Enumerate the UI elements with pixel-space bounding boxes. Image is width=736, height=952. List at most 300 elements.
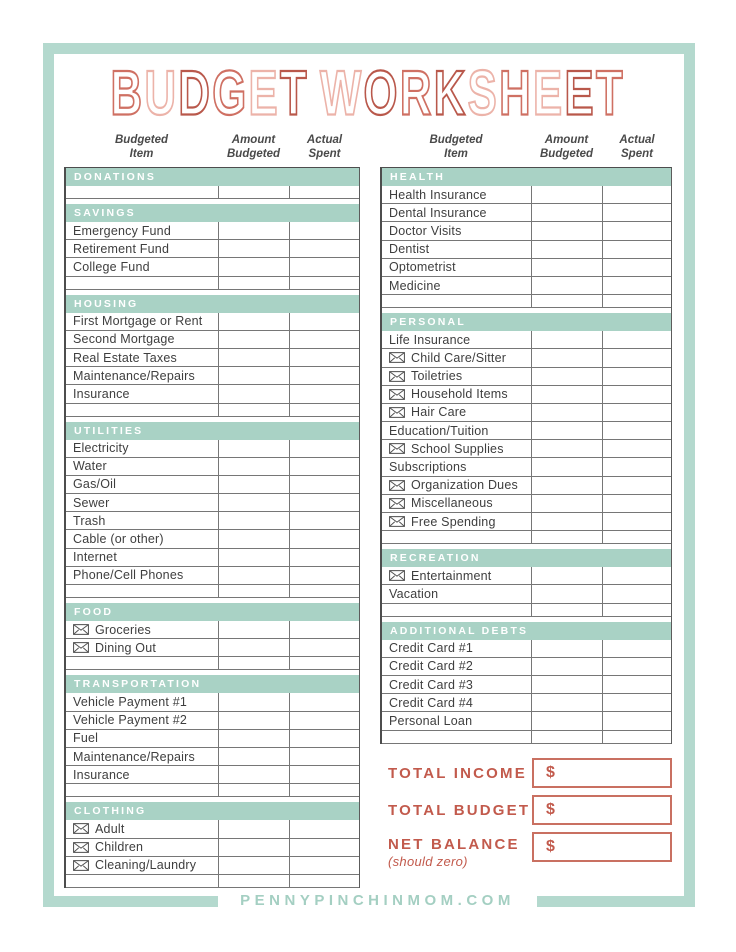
- amount-budgeted-cell[interactable]: [531, 386, 602, 403]
- table-row: [382, 458, 671, 476]
- actual-spent-cell[interactable]: [289, 712, 359, 729]
- row-label-text: Maintenance/Repairs: [73, 749, 195, 764]
- envelope-icon: [389, 480, 405, 491]
- actual-spent-cell[interactable]: [289, 331, 359, 348]
- table-row: [382, 295, 671, 308]
- amount-budgeted-cell[interactable]: [531, 477, 602, 494]
- row-label-text: Internet: [73, 550, 117, 565]
- actual-spent-cell[interactable]: [289, 820, 359, 837]
- envelope-icon: [389, 407, 405, 418]
- row-label-text: Real Estate Taxes: [73, 350, 177, 365]
- amount-budgeted-cell[interactable]: [531, 513, 602, 530]
- row-label: [66, 240, 218, 257]
- table-row: [66, 839, 359, 857]
- actual-spent-cell[interactable]: [602, 295, 671, 307]
- title-letter: D: [178, 57, 213, 129]
- table-row: [382, 404, 671, 422]
- title-letter: E: [564, 57, 597, 129]
- row-label: [66, 730, 218, 747]
- actual-spent-cell[interactable]: [289, 530, 359, 547]
- amount-budgeted-cell[interactable]: [531, 694, 602, 711]
- title-letter: R: [400, 57, 434, 129]
- amount-budgeted-cell[interactable]: [531, 731, 602, 743]
- amount-budgeted-cell[interactable]: [531, 604, 602, 616]
- row-label: [66, 440, 218, 457]
- amount-budgeted-cell[interactable]: [531, 277, 602, 294]
- actual-spent-cell[interactable]: [602, 731, 671, 743]
- actual-spent-cell[interactable]: [289, 730, 359, 747]
- row-label: [66, 639, 218, 656]
- row-label: [66, 784, 218, 796]
- amount-budgeted-cell[interactable]: [218, 639, 289, 656]
- amount-budgeted-cell[interactable]: [218, 530, 289, 547]
- net-balance-text: NET BALANCE: [388, 836, 520, 853]
- row-label: [382, 495, 531, 512]
- amount-budgeted-cell[interactable]: [531, 422, 602, 439]
- table-row: [382, 694, 671, 712]
- actual-spent-cell[interactable]: [602, 368, 671, 385]
- page-border-bottom-left: [43, 896, 218, 907]
- row-label-text: Water: [73, 459, 107, 474]
- amount-budgeted-cell[interactable]: [531, 495, 602, 512]
- amount-budgeted-cell[interactable]: [531, 259, 602, 276]
- actual-spent-cell[interactable]: [602, 277, 671, 294]
- actual-spent-cell[interactable]: [289, 494, 359, 511]
- row-label-text: Fuel: [73, 731, 99, 746]
- amount-budgeted-cell[interactable]: [218, 476, 289, 493]
- table-row: [66, 766, 359, 784]
- amount-budgeted-cell[interactable]: [218, 875, 289, 887]
- amount-budgeted-cell[interactable]: [531, 368, 602, 385]
- envelope-icon: [73, 842, 89, 853]
- table-row: [66, 784, 359, 797]
- amount-budgeted-cell[interactable]: [218, 186, 289, 198]
- table-row: [382, 349, 671, 367]
- envelope-icon: [389, 443, 405, 454]
- amount-budgeted-cell[interactable]: [218, 440, 289, 457]
- envelope-icon: [389, 516, 405, 527]
- actual-spent-cell[interactable]: [289, 186, 359, 198]
- actual-spent-cell[interactable]: [602, 513, 671, 530]
- amount-budgeted-cell[interactable]: [218, 585, 289, 597]
- net-balance-row: [388, 832, 672, 872]
- actual-spent-cell[interactable]: [289, 222, 359, 239]
- envelope-icon: [389, 352, 405, 363]
- title-letter: W: [320, 57, 364, 129]
- row-label: [382, 422, 531, 439]
- header-line: Item: [444, 147, 468, 160]
- row-label: [382, 531, 531, 543]
- row-label-text: First Mortgage or Rent: [73, 314, 203, 329]
- row-label-text: Credit Card #4: [389, 695, 474, 710]
- title-letter: G: [212, 57, 249, 129]
- row-label-text: Personal Loan: [389, 713, 473, 728]
- header-actual-spent-left: [289, 134, 360, 164]
- actual-spent-cell[interactable]: [602, 694, 671, 711]
- row-label: [66, 476, 218, 493]
- header-amount-budgeted-left: [218, 134, 289, 164]
- row-label-text: Hair Care: [411, 405, 467, 420]
- actual-spent-cell[interactable]: [289, 657, 359, 669]
- amount-budgeted-cell[interactable]: [218, 349, 289, 366]
- title-letter: T: [280, 57, 310, 129]
- table-row: [66, 476, 359, 494]
- actual-spent-cell[interactable]: [289, 839, 359, 856]
- table-row: [66, 404, 359, 417]
- actual-spent-cell[interactable]: [289, 549, 359, 566]
- amount-budgeted-cell[interactable]: [531, 186, 602, 203]
- actual-spent-cell[interactable]: [289, 240, 359, 257]
- table-row: [382, 186, 671, 204]
- section-header-personal: PERSONAL: [382, 313, 671, 331]
- amount-budgeted-cell[interactable]: [218, 494, 289, 511]
- title-letter: E: [533, 57, 565, 129]
- amount-budgeted-cell[interactable]: [531, 676, 602, 693]
- actual-spent-cell[interactable]: [602, 477, 671, 494]
- actual-spent-cell[interactable]: [602, 386, 671, 403]
- row-label-text: Miscellaneous: [411, 496, 493, 511]
- actual-spent-cell[interactable]: [289, 349, 359, 366]
- total-income-row: [388, 758, 672, 788]
- table-row: [382, 241, 671, 259]
- actual-spent-cell[interactable]: [289, 585, 359, 597]
- amount-budgeted-cell[interactable]: [218, 277, 289, 289]
- actual-spent-cell[interactable]: [602, 676, 671, 693]
- row-label: [66, 748, 218, 765]
- table-row: [382, 658, 671, 676]
- amount-budgeted-cell[interactable]: [218, 240, 289, 257]
- total-budget-row: [388, 795, 672, 825]
- total-income-box[interactable]: [532, 758, 672, 788]
- table-row: [382, 277, 671, 295]
- amount-budgeted-cell[interactable]: [531, 241, 602, 258]
- row-label: [66, 186, 218, 198]
- dollar-sign: $: [546, 764, 555, 781]
- header-budgeted-item-right: [381, 134, 531, 164]
- header-line: Budgeted: [539, 147, 594, 160]
- actual-spent-cell[interactable]: [289, 766, 359, 783]
- actual-spent-cell[interactable]: [602, 567, 671, 584]
- row-label-text: Vacation: [389, 586, 439, 601]
- actual-spent-cell[interactable]: [289, 385, 359, 402]
- amount-budgeted-cell[interactable]: [218, 621, 289, 638]
- row-label: [66, 657, 218, 669]
- amount-budgeted-cell[interactable]: [218, 331, 289, 348]
- header-line: Spent: [621, 147, 653, 160]
- table-row: [382, 712, 671, 730]
- envelope-icon: [73, 860, 89, 871]
- envelope-icon: [389, 570, 405, 581]
- amount-budgeted-cell[interactable]: [218, 839, 289, 856]
- actual-spent-cell[interactable]: [602, 259, 671, 276]
- amount-budgeted-cell[interactable]: [531, 531, 602, 543]
- header-line: Amount: [544, 134, 589, 146]
- row-label: [382, 386, 531, 403]
- actual-spent-cell[interactable]: [602, 422, 671, 439]
- amount-budgeted-cell[interactable]: [218, 222, 289, 239]
- row-label: [66, 277, 218, 289]
- amount-budgeted-cell[interactable]: [218, 820, 289, 837]
- amount-budgeted-cell[interactable]: [218, 385, 289, 402]
- table-row: [382, 477, 671, 495]
- amount-budgeted-cell[interactable]: [218, 712, 289, 729]
- actual-spent-cell[interactable]: [602, 531, 671, 543]
- table-row: [66, 875, 359, 888]
- actual-spent-cell[interactable]: [289, 404, 359, 416]
- row-label-text: Electricity: [73, 441, 129, 456]
- table-row: [382, 386, 671, 404]
- row-label-text: Health Insurance: [389, 187, 487, 202]
- row-label: [66, 621, 218, 638]
- actual-spent-cell[interactable]: [289, 693, 359, 710]
- row-label-text: Gas/Oil: [73, 477, 117, 492]
- table-row: [66, 512, 359, 530]
- row-label-text: College Fund: [73, 259, 150, 274]
- actual-spent-cell[interactable]: [602, 349, 671, 366]
- amount-budgeted-cell[interactable]: [531, 658, 602, 675]
- table-row: [66, 240, 359, 258]
- amount-budgeted-cell[interactable]: [531, 295, 602, 307]
- amount-budgeted-cell[interactable]: [218, 730, 289, 747]
- row-label: [66, 458, 218, 475]
- header-line: Spent: [308, 147, 341, 160]
- section-header-savings: SAVINGS: [66, 204, 359, 222]
- net-balance-label: [388, 832, 520, 876]
- amount-budgeted-cell[interactable]: [218, 258, 289, 275]
- amount-budgeted-cell[interactable]: [531, 331, 602, 348]
- row-label-text: Household Items: [411, 387, 508, 402]
- actual-spent-cell[interactable]: [289, 277, 359, 289]
- row-label-text: Second Mortgage: [73, 332, 175, 347]
- row-label: [382, 222, 531, 239]
- amount-budgeted-cell[interactable]: [218, 693, 289, 710]
- row-label: [382, 658, 531, 675]
- row-label-text: Credit Card #3: [389, 677, 474, 692]
- row-label: [66, 313, 218, 330]
- page-title: [0, 57, 736, 129]
- amount-budgeted-cell[interactable]: [531, 440, 602, 457]
- actual-spent-cell[interactable]: [289, 621, 359, 638]
- row-label: [382, 404, 531, 421]
- amount-budgeted-cell[interactable]: [531, 458, 602, 475]
- table-row: [382, 440, 671, 458]
- budget-table-left: [64, 167, 360, 888]
- row-label: [66, 567, 218, 584]
- row-label-text: Insurance: [73, 386, 130, 401]
- title-letter: B: [110, 57, 145, 129]
- table-row: [66, 549, 359, 567]
- row-label: [382, 368, 531, 385]
- amount-budgeted-cell[interactable]: [531, 640, 602, 657]
- row-label-text: Education/Tuition: [389, 423, 489, 438]
- actual-spent-cell[interactable]: [602, 712, 671, 729]
- actual-spent-cell[interactable]: [602, 241, 671, 258]
- actual-spent-cell[interactable]: [602, 495, 671, 512]
- row-label: [382, 331, 531, 348]
- table-row: [66, 621, 359, 639]
- actual-spent-cell[interactable]: [602, 658, 671, 675]
- table-row: [66, 585, 359, 598]
- amount-budgeted-cell[interactable]: [218, 549, 289, 566]
- row-label-text: Child Care/Sitter: [411, 350, 507, 365]
- actual-spent-cell[interactable]: [289, 440, 359, 457]
- row-label: [66, 857, 218, 874]
- amount-budgeted-cell[interactable]: [218, 857, 289, 874]
- actual-spent-cell[interactable]: [289, 748, 359, 765]
- amount-budgeted-cell[interactable]: [218, 784, 289, 796]
- actual-spent-cell[interactable]: [289, 512, 359, 529]
- actual-spent-cell[interactable]: [289, 313, 359, 330]
- actual-spent-cell[interactable]: [602, 458, 671, 475]
- table-row: [382, 676, 671, 694]
- row-label: [382, 295, 531, 307]
- page-border-top: [43, 43, 695, 54]
- row-label-text: Vehicle Payment #2: [73, 713, 188, 728]
- actual-spent-cell[interactable]: [602, 585, 671, 602]
- actual-spent-cell[interactable]: [289, 458, 359, 475]
- net-balance-box[interactable]: [532, 832, 672, 862]
- amount-budgeted-cell[interactable]: [531, 349, 602, 366]
- row-label: [66, 512, 218, 529]
- amount-budgeted-cell[interactable]: [218, 766, 289, 783]
- page-border-right: [684, 43, 695, 907]
- amount-budgeted-cell[interactable]: [218, 512, 289, 529]
- row-label-text: School Supplies: [411, 441, 504, 456]
- total-income-text: TOTAL INCOME: [388, 764, 527, 782]
- header-line: Amount: [231, 134, 276, 146]
- table-row: [382, 422, 671, 440]
- amount-budgeted-cell[interactable]: [531, 585, 602, 602]
- row-label-text: Sewer: [73, 495, 110, 510]
- row-label: [382, 458, 531, 475]
- actual-spent-cell[interactable]: [289, 639, 359, 656]
- amount-budgeted-cell[interactable]: [531, 204, 602, 221]
- actual-spent-cell[interactable]: [289, 784, 359, 796]
- table-row: [66, 820, 359, 838]
- amount-budgeted-cell[interactable]: [218, 657, 289, 669]
- table-row: [66, 258, 359, 276]
- table-row: [66, 458, 359, 476]
- budget-table-right: [380, 167, 672, 744]
- actual-spent-cell[interactable]: [289, 567, 359, 584]
- row-label-text: Free Spending: [411, 514, 496, 529]
- section-header-recreation: RECREATION: [382, 549, 671, 567]
- actual-spent-cell[interactable]: [289, 875, 359, 887]
- table-row: [382, 731, 671, 744]
- row-label-text: Trash: [73, 513, 106, 528]
- table-row: [66, 222, 359, 240]
- table-row: [66, 693, 359, 711]
- dollar-sign: $: [546, 838, 555, 855]
- table-row: [382, 585, 671, 603]
- actual-spent-cell[interactable]: [289, 367, 359, 384]
- actual-spent-cell[interactable]: [602, 186, 671, 203]
- total-budget-label: [388, 795, 530, 825]
- header-amount-budgeted-right: [531, 134, 602, 164]
- row-label: [66, 385, 218, 402]
- amount-budgeted-cell[interactable]: [218, 367, 289, 384]
- actual-spent-cell[interactable]: [289, 857, 359, 874]
- table-row: [382, 259, 671, 277]
- table-row: [66, 530, 359, 548]
- actual-spent-cell[interactable]: [289, 258, 359, 275]
- row-label-text: Medicine: [389, 278, 441, 293]
- amount-budgeted-cell[interactable]: [531, 222, 602, 239]
- row-label-text: Cable (or other): [73, 532, 164, 547]
- actual-spent-cell[interactable]: [289, 476, 359, 493]
- actual-spent-cell[interactable]: [602, 331, 671, 348]
- row-label-text: Credit Card #1: [389, 641, 474, 656]
- section-header-food: FOOD: [66, 603, 359, 621]
- title-letter: O: [363, 57, 401, 129]
- actual-spent-cell[interactable]: [602, 640, 671, 657]
- row-label-text: Cleaning/Laundry: [95, 858, 197, 873]
- dollar-sign: $: [546, 801, 555, 818]
- actual-spent-cell[interactable]: [602, 204, 671, 221]
- row-label: [66, 530, 218, 547]
- header-line: Item: [129, 147, 154, 160]
- amount-budgeted-cell[interactable]: [218, 404, 289, 416]
- row-label: [382, 349, 531, 366]
- row-label-text: Subscriptions: [389, 460, 467, 475]
- table-row: [382, 495, 671, 513]
- table-row: [382, 331, 671, 349]
- row-label-text: Optometrist: [389, 260, 456, 275]
- table-row: [66, 657, 359, 670]
- row-label: [382, 676, 531, 693]
- header-line: Actual: [306, 134, 343, 146]
- table-row: [382, 604, 671, 617]
- amount-budgeted-cell[interactable]: [218, 748, 289, 765]
- table-row: [66, 567, 359, 585]
- header-budgeted-item-left: [65, 134, 218, 164]
- title-letter: T: [596, 57, 626, 129]
- title-letter: H: [499, 57, 534, 129]
- table-row: [66, 857, 359, 875]
- row-label: [382, 477, 531, 494]
- row-label: [382, 440, 531, 457]
- row-label: [66, 712, 218, 729]
- table-row: [382, 531, 671, 544]
- amount-budgeted-cell[interactable]: [218, 313, 289, 330]
- row-label-text: Vehicle Payment #1: [73, 694, 188, 709]
- actual-spent-cell[interactable]: [602, 604, 671, 616]
- row-label: [382, 604, 531, 616]
- row-label-text: Entertainment: [411, 568, 492, 583]
- row-label: [66, 349, 218, 366]
- amount-budgeted-cell[interactable]: [218, 458, 289, 475]
- amount-budgeted-cell[interactable]: [218, 567, 289, 584]
- header-actual-spent-right: [602, 134, 672, 164]
- total-budget-box[interactable]: [532, 795, 672, 825]
- section-header-health: HEALTH: [382, 168, 671, 186]
- section-header-clothing: CLOTHING: [66, 802, 359, 820]
- row-label: [66, 367, 218, 384]
- amount-budgeted-cell[interactable]: [531, 567, 602, 584]
- table-row: [66, 730, 359, 748]
- row-label: [382, 567, 531, 584]
- row-label-text: Emergency Fund: [73, 223, 171, 238]
- actual-spent-cell[interactable]: [602, 440, 671, 457]
- table-row: [382, 368, 671, 386]
- amount-budgeted-cell[interactable]: [531, 712, 602, 729]
- table-row: [66, 440, 359, 458]
- amount-budgeted-cell[interactable]: [531, 404, 602, 421]
- actual-spent-cell[interactable]: [602, 222, 671, 239]
- actual-spent-cell[interactable]: [602, 404, 671, 421]
- title-letter: E: [248, 57, 281, 129]
- row-label: [382, 186, 531, 203]
